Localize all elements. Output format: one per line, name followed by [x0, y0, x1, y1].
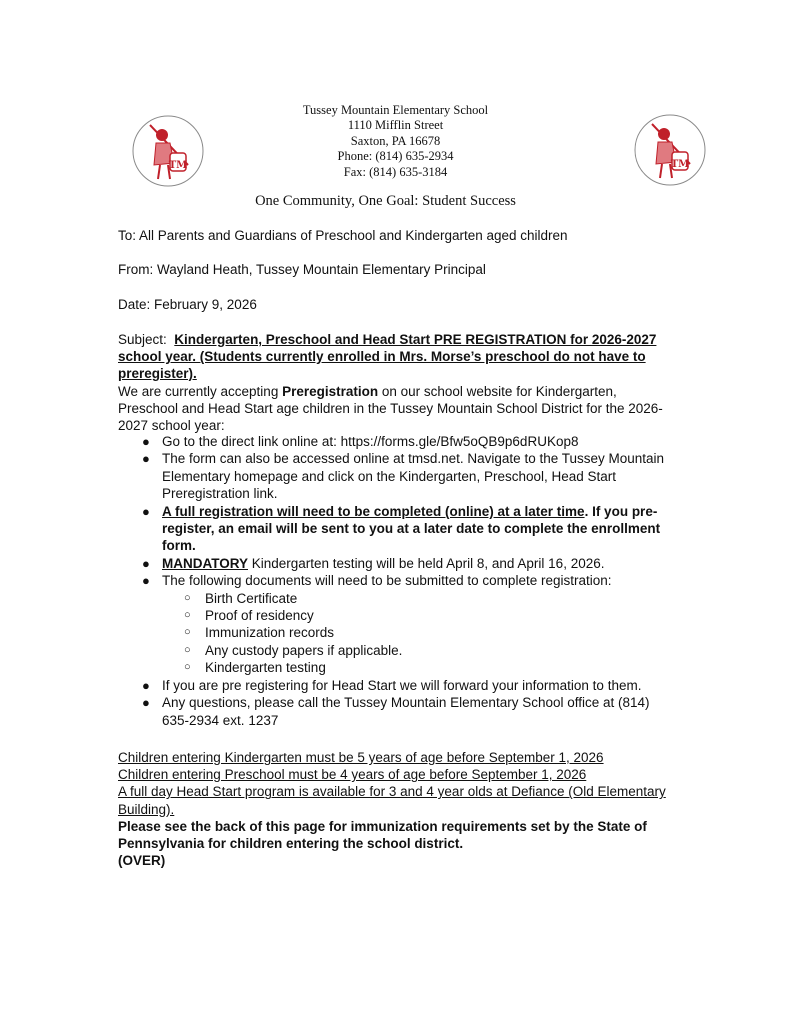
- memo-to: To: All Parents and Guardians of Preschool and Kindergarten aged children: [118, 228, 568, 243]
- memo-date: Date: February 9, 2026: [118, 297, 257, 312]
- circle-bullet-icon: ○: [184, 609, 191, 622]
- school-name: Tussey Mountain Elementary School: [302, 103, 489, 117]
- knight-mascot-logo-icon: [130, 113, 206, 189]
- testing-dates-text: Kindergarten testing will be held April 8, and April 16, 2026.: [248, 555, 605, 571]
- head-start-program-note: A full day Head Start program is available for 3 and 4 year olds at Defiance (Old Elementary Building).: [118, 784, 666, 817]
- subject-text: Kindergarten, Preschool and Head Start PRE REGISTRATION for 2026-2027 school year. (Students currently enrolled in Mrs. Morse’s preschool do not have to preregister).: [118, 332, 657, 381]
- full-registration-text: A full registration will need to be completed (online) at a later time: [162, 503, 585, 519]
- list-item: [118, 503, 678, 555]
- footer-notes: [118, 749, 678, 869]
- circle-bullet-icon: ○: [184, 661, 191, 674]
- intro-before: We are currently accepting: [118, 384, 283, 399]
- intro-after: on our school website for Kindergarten, Preschool and Head Start age children in the Tussey Mountain School District for the 2026-2027 school year:: [118, 384, 663, 433]
- bullet-icon: ●: [142, 503, 150, 519]
- document-item: [162, 624, 678, 641]
- logo-letters: TM: [670, 159, 690, 170]
- direct-link-text: Go to the direct link online at: https://forms.gle/Bfw5oQB9p6dRUKop8: [162, 434, 579, 449]
- knight-mascot-logo-icon: [632, 112, 708, 188]
- documents-intro: The following documents will need to be submitted to complete registration:: [162, 573, 612, 589]
- document-item: [162, 590, 678, 607]
- document-label: Immunization records: [205, 625, 335, 641]
- bullet-icon: ●: [142, 555, 150, 571]
- school-city: Saxton, PA 16678: [350, 133, 441, 148]
- school-fax: Fax: (814) 635-3184: [343, 164, 448, 179]
- documents-list: [162, 590, 678, 677]
- instructions-list: [118, 433, 678, 729]
- document-label: Birth Certificate: [205, 590, 298, 606]
- bullet-icon: ●: [142, 677, 150, 693]
- circle-bullet-icon: ○: [184, 643, 191, 656]
- list-item: [118, 433, 678, 450]
- memo-subject: [118, 331, 678, 382]
- list-item: [118, 694, 678, 729]
- intro-paragraph: [118, 383, 678, 434]
- memo-from: From: Wayland Heath, Tussey Mountain Elementary Principal: [118, 262, 486, 277]
- bullet-icon: ●: [142, 434, 150, 449]
- logo-letters: TM: [168, 160, 188, 171]
- list-item: [118, 572, 678, 676]
- document-item: [162, 642, 678, 659]
- intro-bold: Preregistration: [282, 384, 379, 399]
- head-start-forward-text: If you are pre registering for Head Start we will forward your information to them.: [162, 677, 642, 693]
- document-item: [162, 607, 678, 624]
- list-item: [118, 555, 678, 572]
- circle-bullet-icon: ○: [184, 591, 191, 604]
- list-item: [118, 450, 678, 502]
- school-street: 1110 Mifflin Street: [347, 118, 444, 133]
- letterhead: [230, 103, 561, 180]
- kindergarten-age-requirement: Children entering Kindergarten must be 5 years of age before September 1, 2026: [118, 750, 604, 765]
- school-phone: Phone: (814) 635-2934: [337, 149, 454, 164]
- document-label: Any custody papers if applicable.: [205, 642, 403, 658]
- bullet-icon: ●: [142, 573, 150, 589]
- document-label: Kindergarten testing: [205, 660, 326, 676]
- bullet-icon: ●: [142, 695, 150, 711]
- list-item: [118, 677, 678, 694]
- document-label: Proof of residency: [205, 608, 314, 624]
- website-text: The form can also be accessed online at tmsd.net. Navigate to the Tussey Mountain Elementary homepage and click on the Kindergarten, Preschool, Head Start Preregistration link.: [162, 451, 665, 502]
- immunization-back-note: Please see the back of this page for immunization requirements set by the State of Pennsylvania for children entering the school district.: [118, 818, 647, 852]
- document-item: [162, 659, 678, 676]
- school-motto: One Community, One Goal: Student Success: [255, 193, 516, 209]
- mandatory-label: MANDATORY: [162, 555, 248, 571]
- questions-contact-text: Any questions, please call the Tussey Mountain Elementary School office at (814) 635-2934 ext. 1237: [162, 695, 650, 728]
- circle-bullet-icon: ○: [184, 626, 191, 639]
- full-registration-rest: . If you pre-register, an email will be sent to you at a later date to complete the enrollment form.: [162, 503, 661, 554]
- over-note: (OVER): [118, 853, 166, 869]
- bullet-icon: ●: [142, 451, 150, 467]
- subject-label: Subject:: [118, 332, 167, 347]
- preschool-age-requirement: Children entering Preschool must be 4 years of age before September 1, 2026: [118, 767, 587, 783]
